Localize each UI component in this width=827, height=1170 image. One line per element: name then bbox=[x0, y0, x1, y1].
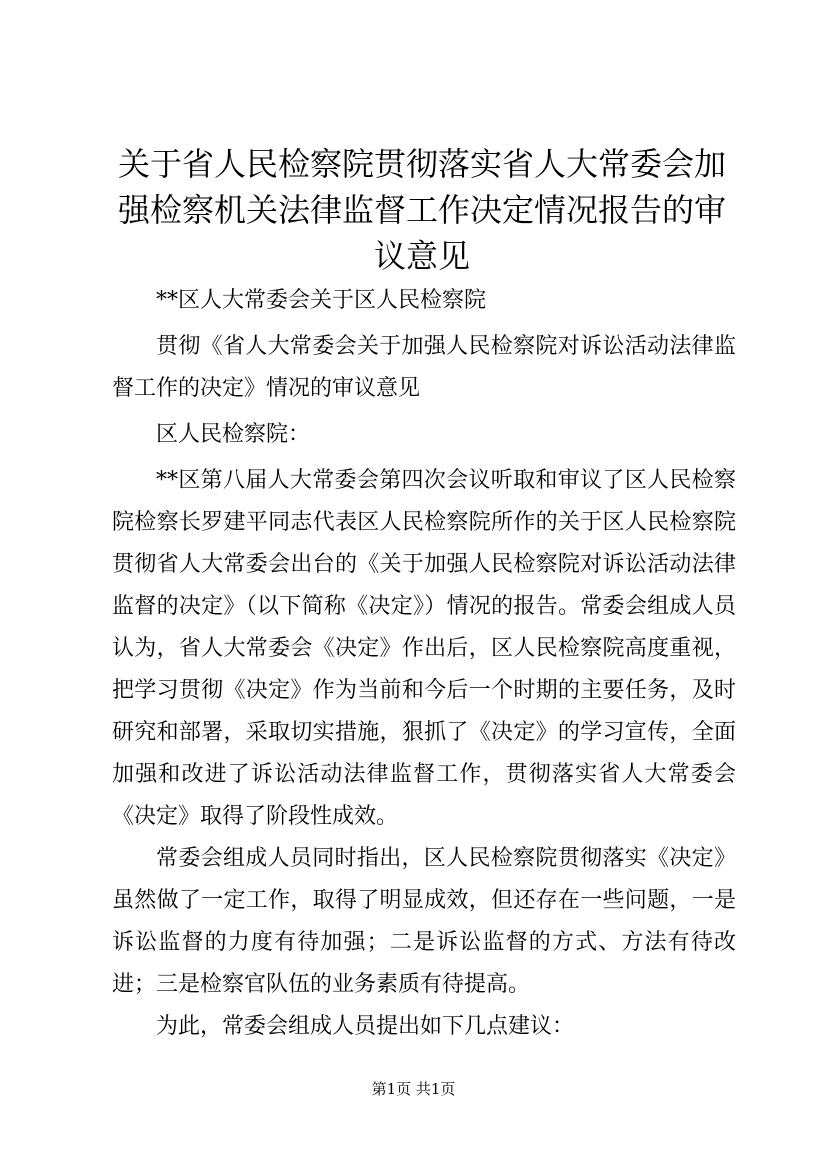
paragraph-body-2: 常委会组成人员同时指出，区人民检察院贯彻落实《决定》虽然做了一定工作，取得了明显成效，但还存在一些问题，一是诉讼监督的力度有待加强；二是诉讼监督的方式、方法有待改进；三是检察官队伍的业务素质有待提高。 bbox=[112, 846, 736, 997]
paragraph-addressee-org: **区人大常委会关于区人民检察院 bbox=[156, 288, 487, 313]
document-body bbox=[112, 280, 736, 1048]
paragraph-subtitle: 贯彻《省人大常委会关于加强人民检察院对诉讼活动法律监督工作的决定》情况的审议意见 bbox=[112, 334, 736, 401]
paragraph-body-3: 为此，常委会组成人员提出如下几点建议： bbox=[156, 1014, 575, 1039]
paragraph-body-1: **区第八届人大常委会第四次会议听取和审议了区人民检察院检察长罗建平同志代表区人民检察院所作的关于区人民检察院贯彻省人大常委会出台的《关于加强人民检察院对诉讼活动法律监督的决定》（以下简称《决定》）情况的报告。常委会组成人员认为，省人大常委会《决定》作出后，区人民检察院高度重视，把学习贯彻《决定》作为当前和今后一个时期的主要任务，及时研究和部署，采取切实措施，狠抓了《决定》的学习宣传，全面加强和改进了诉讼活动法律监督工作，贯彻落实省人大常委会《决定》取得了阶段性成效。 bbox=[112, 468, 736, 829]
paragraph-salutation: 区人民检察院： bbox=[156, 422, 311, 447]
document-title: 关于省人民检察院贯彻落实省人大常委会加强检察机关法律监督工作决定情况报告的审议意见 bbox=[117, 145, 726, 275]
page-footer: 第1页 共1页 bbox=[371, 1080, 456, 1098]
